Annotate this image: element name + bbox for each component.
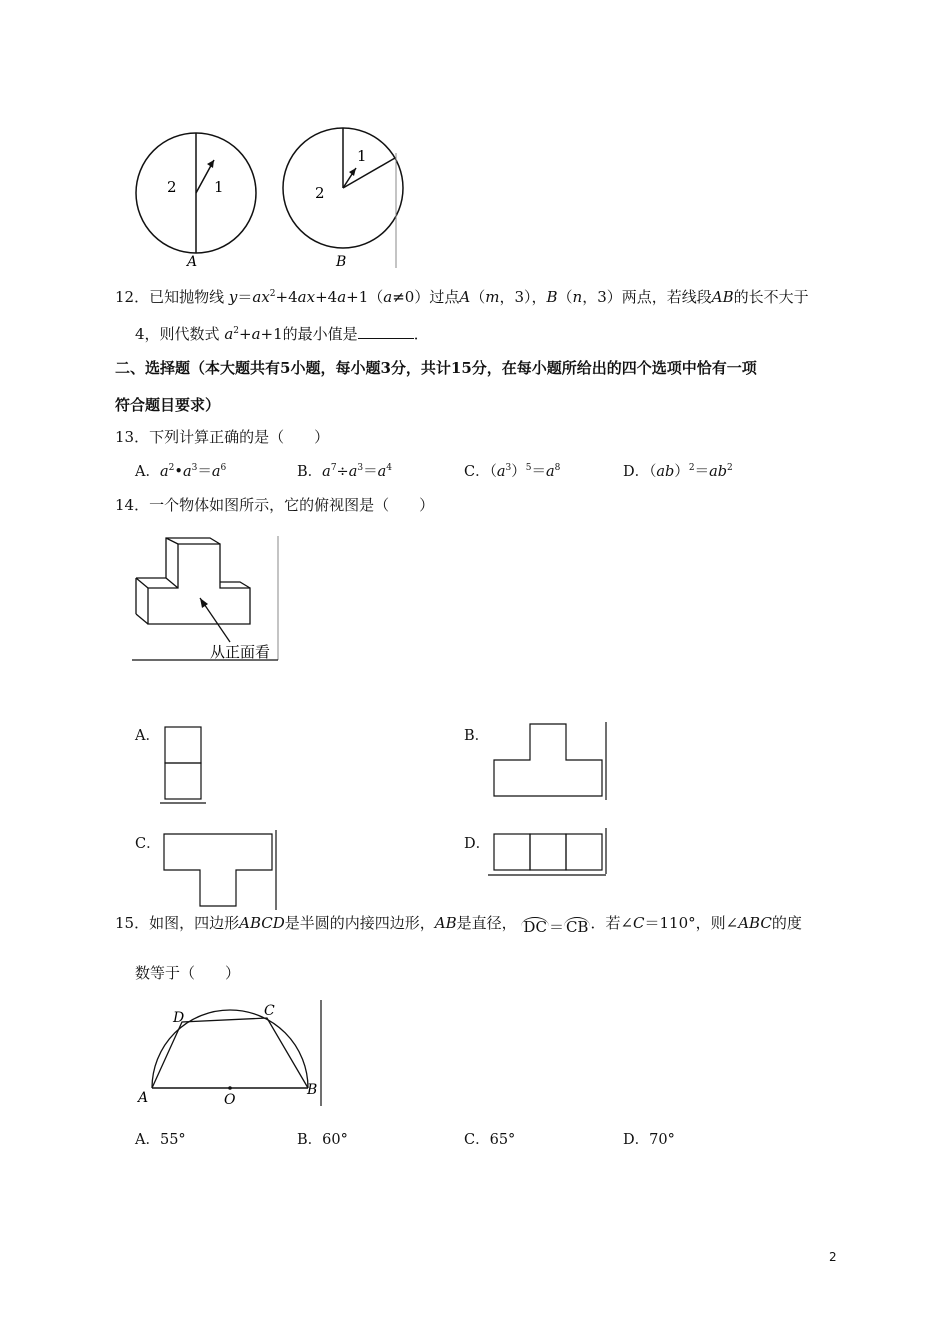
q15-semicircle-figure	[130, 996, 330, 1108]
q12-number: 12．	[115, 288, 150, 306]
q13-option-a[interactable]: A．$a^2•a^3=a^6$	[135, 463, 227, 480]
q14-option-d-figure[interactable]	[488, 828, 613, 880]
section-2-heading-line-2: 符合题目要求）	[115, 396, 221, 414]
spinner-b-label: B	[336, 254, 347, 270]
q13-option-b[interactable]: B．$a^7\div a^3=a^4$	[297, 463, 392, 480]
q15-option-d[interactable]: D．70°	[623, 1132, 675, 1148]
question-14-stem: 14．一个物体如图所示，它的俯视图是（ ）	[115, 496, 435, 514]
spinner-a-label: A	[187, 254, 198, 270]
q14-option-c-figure[interactable]	[160, 830, 285, 912]
q15-point-a: A	[138, 1090, 149, 1106]
q15-option-a[interactable]: A．55°	[135, 1132, 186, 1148]
q12-expression: $a^2+a+1$	[224, 325, 283, 343]
q14-option-a-figure[interactable]	[160, 726, 210, 806]
q15-point-b: B	[307, 1082, 318, 1098]
q14-option-b-figure[interactable]	[490, 722, 615, 804]
spinner-b-figure	[278, 128, 418, 273]
spinner-b-sector-1: 1	[357, 147, 367, 165]
q15-option-c[interactable]: C．65°	[464, 1132, 516, 1148]
q15-arc-equality: DC ＝ CB	[523, 918, 589, 936]
q13-option-c[interactable]: C．$(a^3)^5=a^8$	[464, 463, 561, 480]
spinner-a-sector-2: 2	[167, 178, 177, 196]
q15-option-b[interactable]: B．60°	[297, 1132, 348, 1148]
q14-option-b-label[interactable]: B．	[464, 728, 490, 744]
question-13-stem: 13．下列计算正确的是（ ）	[115, 428, 330, 446]
q12-parabola-formula: $y=ax^2+4ax+4a+1(a\ne 0)$	[228, 288, 430, 306]
question-15-line-1: 15．如图，四边形ABCD是半圆的内接四边形，AB是直径， DC ＝ CB ．若∠C＝110°，则∠ABC的度	[115, 914, 802, 936]
spinner-b-sector-2: 2	[315, 184, 325, 202]
question-12-line-2: 4，则代数式 $a^2+a+1$的最小值是 ．	[135, 325, 429, 343]
page-number: 2	[829, 1250, 837, 1264]
section-2-heading-line-1: 二、选择题（本大题共有5小题，每小题3分，共计15分，在每小题所给出的四个选项中恰有一项	[115, 359, 757, 377]
question-15-line-2: 数等于（ ）	[135, 964, 241, 982]
answer-blank[interactable]	[358, 326, 414, 339]
spinner-a-sector-1: 1	[214, 178, 224, 196]
q14-option-d-label[interactable]: D．	[464, 836, 491, 852]
q13-option-d[interactable]: D．$(ab)^2=ab^2$	[623, 463, 733, 480]
q15-point-c: C	[264, 1003, 275, 1019]
q14-solid-figure	[132, 536, 282, 664]
q14-option-a-label[interactable]: A．	[135, 728, 160, 744]
question-12-line-1: 12．已知抛物线 $y=ax^2+4ax+4a+1(a\ne 0)$过点A（m，3），B（n，3）两点，若线段AB的长不大于	[115, 288, 809, 306]
q14-figure-caption: 从正面看	[210, 643, 271, 661]
spinner-a-figure	[130, 128, 270, 273]
q15-point-o: O	[224, 1092, 236, 1108]
q14-option-c-label[interactable]: C．	[135, 836, 161, 852]
q15-point-d: D	[173, 1010, 185, 1026]
